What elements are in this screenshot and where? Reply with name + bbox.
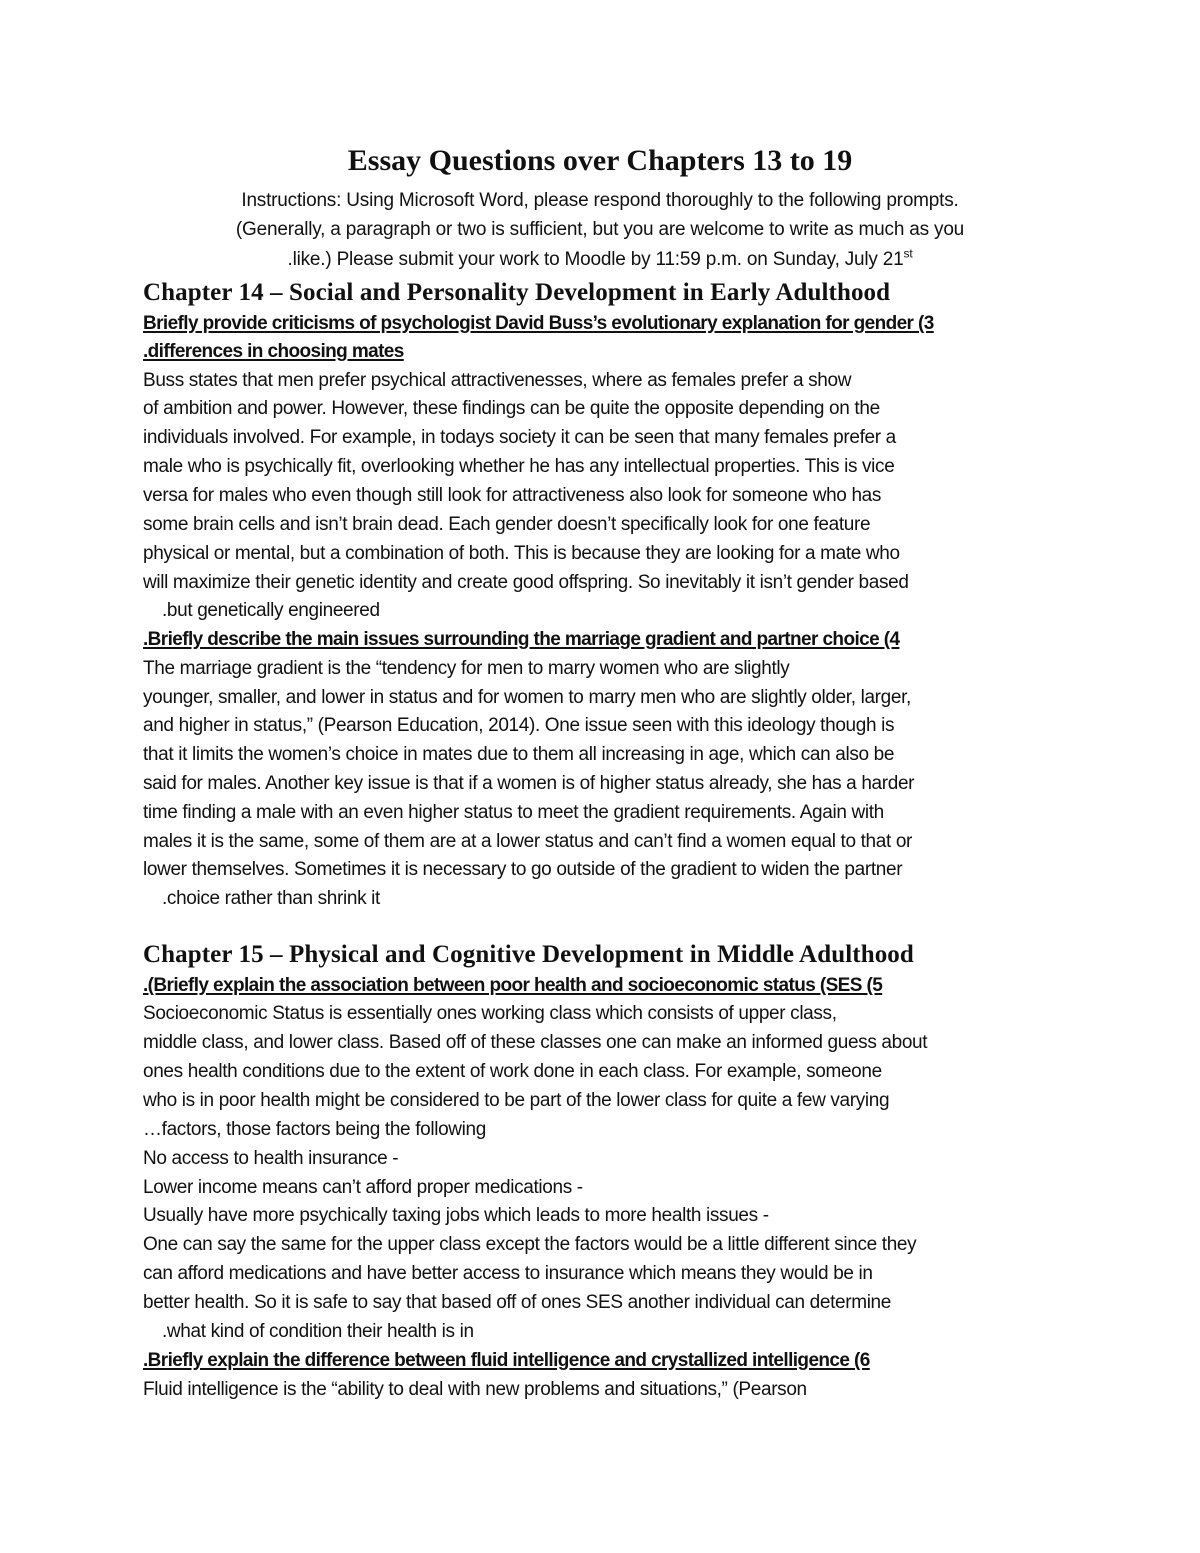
answer-4-line: The marriage gradient is the “tendency for men to marry women who are slightly xyxy=(143,658,790,679)
answer-4-line: and higher in status,” (Pearson Education, 2014). One issue seen with this ideology though is xyxy=(143,715,895,736)
answer-5-line: middle class, and lower class. Based off of these classes one can make an informed guess about xyxy=(143,1032,928,1053)
answer-5-line: better health. So it is safe to say that based off of ones SES another individual can determine xyxy=(143,1292,891,1313)
answer-3-line: .but genetically engineered xyxy=(162,600,380,621)
document-title: Essay Questions over Chapters 13 to 19 xyxy=(347,144,853,177)
answer-5-bullet: No access to health insurance - xyxy=(143,1148,399,1169)
answer-6-line: Fluid intelligence is the “ability to deal with new problems and situations,” (Pearson xyxy=(143,1379,807,1400)
answer-4-line: time finding a male with an even higher status to meet the gradient requirements. Again with xyxy=(143,802,884,823)
answer-5-bullet: Usually have more psychically taxing jobs which leads to more health issues - xyxy=(143,1205,769,1226)
answer-4-line: younger, smaller, and lower in status and for women to marry men who are slightly older, larger, xyxy=(143,687,911,708)
answer-5-line: Socioeconomic Status is essentially ones working class which consists of upper class, xyxy=(143,1003,837,1024)
question-6: .Briefly explain the difference between fluid intelligence and crystallized intelligence (6 xyxy=(143,1350,870,1371)
question-3: Briefly provide criticisms of psychologist David Buss’s evolutionary explanation for gender (3 xyxy=(143,313,934,334)
answer-5-line: who is in poor health might be considered to be part of the lower class for quite a few varying xyxy=(143,1090,890,1111)
answer-3-line: some brain cells and isn’t brain dead. Each gender doesn’t specifically look for one feature xyxy=(143,514,871,535)
question-5: .(Briefly explain the association between poor health and socioeconomic status (SES (5 xyxy=(143,975,883,996)
ordinal-suffix: st xyxy=(903,246,913,261)
chapter-14-heading: Chapter 14 – Social and Personality Development in Early Adulthood xyxy=(143,279,891,306)
answer-3-line: Buss states that men prefer psychical attractivenesses, where as females prefer a show xyxy=(143,370,852,391)
answer-4-line: .choice rather than shrink it xyxy=(162,888,380,909)
answer-4-line: lower themselves. Sometimes it is necessary to go outside of the gradient to widen the partner xyxy=(143,859,903,880)
answer-3-line: versa for males who even though still look for attractiveness also look for someone who has xyxy=(143,485,882,506)
answer-4-line: said for males. Another key issue is that if a women is of higher status already, she has a harder xyxy=(143,773,915,794)
question-3: .differences in choosing mates xyxy=(143,341,404,362)
answer-3-line: of ambition and power. However, these findings can be quite the opposite depending on the xyxy=(143,398,880,419)
answer-3-line: individuals involved. For example, in todays society it can be seen that many females prefer a xyxy=(143,427,896,448)
answer-5-bullet: Lower income means can’t afford proper medications - xyxy=(143,1177,583,1198)
instructions-line: (Generally, a paragraph or two is sufficient, but you are welcome to write as much as you xyxy=(235,219,965,240)
answer-5-line: …factors, those factors being the following xyxy=(143,1119,486,1140)
answer-3-line: physical or mental, but a combination of both. This is because they are looking for a mate who xyxy=(143,543,900,564)
question-4: .Briefly describe the main issues surrounding the marriage gradient and partner choice (4 xyxy=(143,629,900,650)
instructions-line: .like.) Please submit your work to Moodle by 11:59 p.m. on Sunday, July 21st xyxy=(287,246,913,270)
answer-5-line: One can say the same for the upper class except the factors would be a little different since they xyxy=(143,1234,917,1255)
instructions-line: Instructions: Using Microsoft Word, please respond thoroughly to the following prompts. xyxy=(241,190,959,211)
answer-4-line: males it is the same, some of them are at a lower status and can’t find a women equal to that or xyxy=(143,831,913,852)
answer-5-line: can afford medications and have better access to insurance which means they would be in xyxy=(143,1263,873,1284)
answer-3-line: male who is psychically fit, overlooking whether he has any intellectual properties. This is vice xyxy=(143,456,895,477)
answer-5-line: .what kind of condition their health is in xyxy=(162,1321,474,1342)
answer-3-line: will maximize their genetic identity and create good offspring. So inevitably it isn’t gender based xyxy=(143,572,909,593)
answer-5-line: ones health conditions due to the extent of work done in each class. For example, someone xyxy=(143,1061,882,1082)
answer-4-line: that it limits the women’s choice in mates due to them all increasing in age, which can also be xyxy=(143,744,895,765)
chapter-15-heading: Chapter 15 – Physical and Cognitive Development in Middle Adulthood xyxy=(143,941,914,968)
